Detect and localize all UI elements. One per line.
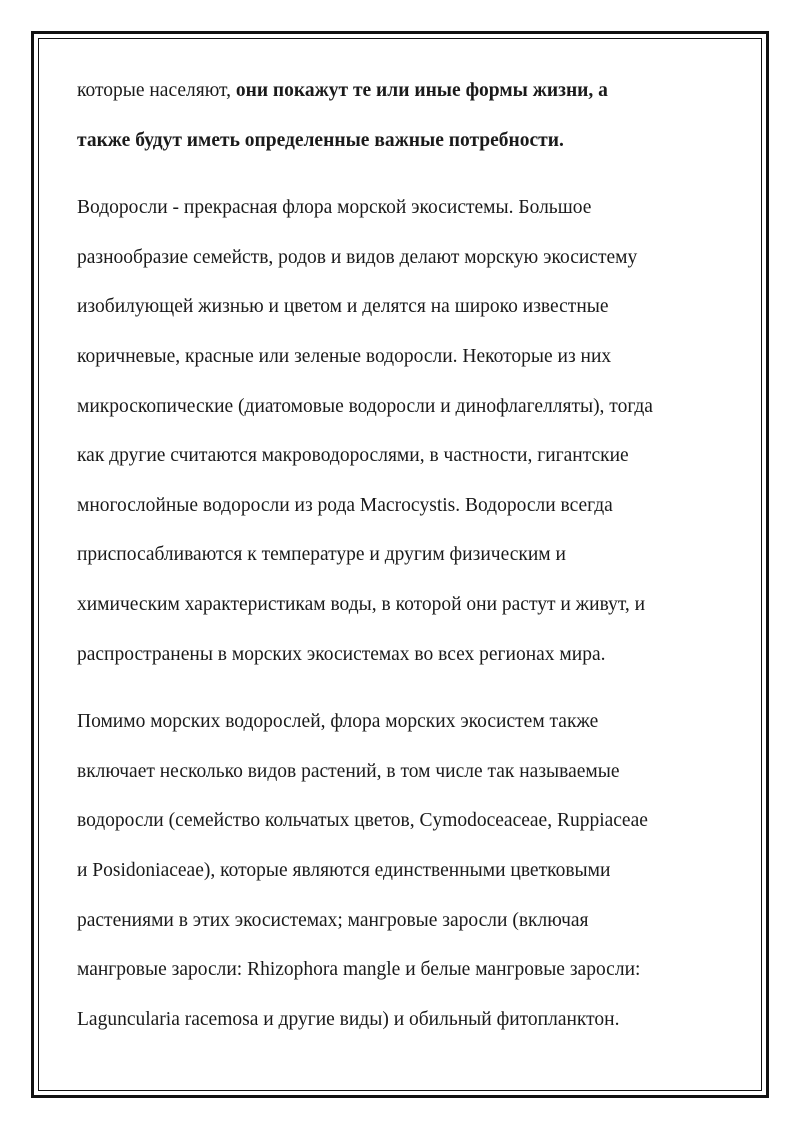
body-text: химическим характеристикам воды, в которой они растут и живут, и [77,593,646,615]
text-line [77,896,727,946]
body-text: мангровые заросли: Rhizophora mangle и белые мангровые заросли: [77,959,641,981]
text-line [77,580,727,630]
body-text: распространены в морских экосистемах во всех регионах мира. [77,643,606,665]
text-line [77,233,727,283]
text-line [77,332,727,382]
text-line [77,747,727,797]
text-line [77,282,727,332]
bold-text: также будут иметь определенные важные потребности. [77,129,564,151]
text-line [77,796,727,846]
paragraph [77,183,727,679]
text-line [77,116,727,166]
text-line [77,183,727,233]
text-line [77,945,727,995]
body-text: Laguncularia racemosa и другие виды) и обильный фитопланктон. [77,1008,620,1030]
body-text: водоросли (семейство кольчатых цветов, Cymodoceaceae, Ruppiaceae [77,810,648,832]
body-text: включает несколько видов растений, в том числе так называемые [77,760,620,782]
body-text: и Posidoniaceae), которые являются единственными цветковыми [77,859,611,881]
body-text: Водоросли - прекрасная флора морской экосистемы. Большое [77,197,592,219]
text-line [77,382,727,432]
body-text: Помимо морских водорослей, флора морских экосистем также [77,711,599,733]
body-text: изобилующей жизнью и цветом и делятся на широко известные [77,296,609,318]
body-text: многослойные водоросли из рода Macrocystis. Водоросли всегда [77,494,613,516]
text-line [77,846,727,896]
body-text: микроскопические (диатомовые водоросли и динофлагелляты), тогда [77,395,653,417]
body-text: растениями в этих экосистемах; мангровые заросли (включая [77,909,589,931]
body-text: приспосабливаются к температуре и другим физическим и [77,544,566,566]
text-line [77,431,727,481]
text-line [77,630,727,680]
body-text: коричневые, красные или зеленые водоросли. Некоторые из них [77,345,612,367]
text-line [77,530,727,580]
bold-text: они покажут те или иные формы жизни, а [235,80,608,101]
text-line [77,66,727,116]
document-body [77,66,727,1044]
text-line [77,697,727,747]
paragraph [77,697,727,1044]
paragraph [77,66,727,165]
body-text: разнообразие семейств, родов и видов делают морскую экосистему [77,246,638,268]
body-text: как другие считаются макроводорослями, в частности, гигантские [77,445,629,467]
text-line [77,481,727,531]
body-text: которые населяют, [77,80,236,101]
text-line [77,995,727,1045]
